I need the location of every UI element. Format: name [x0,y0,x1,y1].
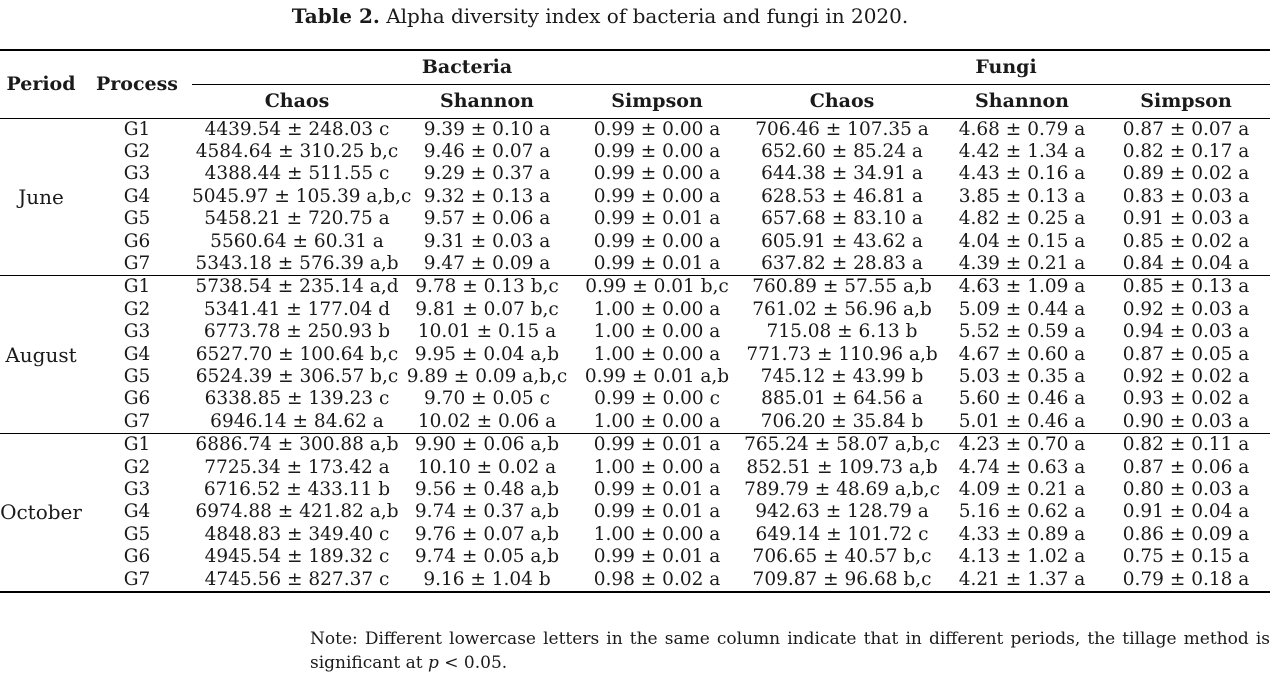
value-cell: 4.74 ± 0.63 a [958,456,1086,478]
value-cell: 10.01 ± 0.15 a [417,321,557,343]
value-cell: 789.79 ± 48.69 a,b,c [744,479,940,500]
table-row [0,524,1270,546]
value-cell: 628.53 ± 46.81 a [761,185,923,207]
value-cell: 9.74 ± 0.05 a,b [414,546,560,568]
value-cell: 715.08 ± 6.13 b [766,321,918,343]
value-cell: 0.91 ± 0.04 a [1122,501,1250,523]
note-threshold: < 0.05. [444,653,508,673]
value-cell: 5.03 ± 0.35 a [958,365,1086,387]
value-cell: 0.92 ± 0.03 a [1122,298,1250,320]
value-cell: 4.21 ± 1.37 a [942,569,1102,592]
value-cell: 4.39 ± 0.21 a [958,252,1086,274]
value-cell: 9.70 ± 0.05 c [424,388,550,410]
header-fungi: Fungi [742,50,1270,84]
header-period: Period [0,50,82,118]
value-cell: 605.91 ± 43.62 a [761,230,923,252]
value-cell: 709.87 ± 96.68 b,c [742,569,942,592]
process-cell: G2 [123,140,151,162]
process-cell: G1 [82,276,192,299]
value-cell: 0.87 ± 0.05 a [1122,343,1250,365]
value-cell: 4.68 ± 0.79 a [942,118,1102,141]
process-cell: G2 [123,456,151,478]
value-cell: 0.80 ± 0.03 a [1122,479,1250,500]
value-cell: 7725.34 ± 173.42 a [204,456,390,478]
table-row [0,366,1270,388]
process-cell: G4 [123,185,151,207]
value-cell: 852.51 ± 109.73 a,b [746,456,938,478]
value-cell: 0.90 ± 0.03 a [1122,410,1250,432]
value-cell: 5.52 ± 0.59 a [958,321,1086,343]
value-cell: 0.99 ± 0.01 a [572,434,742,457]
value-cell: 0.99 ± 0.00 a [593,230,721,252]
value-cell: 9.32 ± 0.13 a [423,185,551,207]
value-cell: 9.16 ± 1.04 b [402,569,572,592]
value-cell: 6338.85 ± 139.23 c [204,388,390,410]
table-row [0,299,1270,321]
process-cell: G5 [123,523,151,545]
table-row [0,569,1270,592]
table-row [0,546,1270,568]
value-cell: 0.86 ± 0.09 a [1122,523,1250,545]
value-cell: 4.04 ± 0.15 a [958,230,1086,252]
value-cell: 1.00 ± 0.00 a [593,298,721,320]
note-text: Note: Different lowercase letters in the same column indicate that in different periods, the tillage method is significant at [310,629,1270,673]
value-cell: 761.02 ± 56.96 a,b [752,298,932,320]
table-row [0,434,1270,457]
process-cell: G1 [82,118,192,141]
value-cell: 0.82 ± 0.17 a [1122,140,1250,162]
value-cell: 706.65 ± 40.57 b,c [752,546,932,568]
process-cell: G4 [123,343,151,365]
value-cell: 6527.70 ± 100.64 b,c [195,343,399,365]
value-cell: 9.57 ± 0.06 a [423,208,551,230]
header-fungi-simpson: Simpson [1140,90,1232,112]
value-cell: 5738.54 ± 235.14 a,d [192,276,402,299]
value-cell: 657.68 ± 83.10 a [761,208,923,230]
process-cell: G2 [123,298,151,320]
value-cell: 706.20 ± 35.84 b [760,410,924,432]
value-cell: 4439.54 ± 248.03 c [192,118,402,141]
value-cell: 4.82 ± 0.25 a [958,208,1086,230]
value-cell: 9.76 ± 0.07 a,b [414,523,560,545]
table-row [0,208,1270,230]
process-cell: G6 [123,546,151,568]
value-cell: 5560.64 ± 60.31 a [210,230,384,252]
value-cell: 0.85 ± 0.02 a [1122,230,1250,252]
header-bacteria-chaos: Chaos [264,90,330,112]
header-fungi-chaos: Chaos [809,90,875,112]
header-bacteria-shannon: Shannon [440,90,534,112]
header-bacteria-simpson: Simpson [611,90,703,112]
value-cell: 5.60 ± 0.46 a [958,388,1086,410]
process-cell: G5 [123,365,151,387]
value-cell: 0.83 ± 0.03 a [1122,185,1250,207]
value-cell: 0.99 ± 0.01 a [593,479,721,500]
value-cell: 0.85 ± 0.13 a [1102,276,1270,299]
process-cell: G3 [123,479,151,500]
value-cell: 3.85 ± 0.13 a [958,185,1086,207]
table-row [0,388,1270,410]
value-cell: 0.99 ± 0.01 a [593,501,721,523]
table-row [0,411,1270,434]
process-cell: G7 [123,410,151,432]
value-cell: 0.99 ± 0.01 a [593,208,721,230]
value-cell: 0.99 ± 0.00 a [593,185,721,207]
period-cell: October [0,434,82,592]
value-cell: 6886.74 ± 300.88 a,b [192,434,402,457]
value-cell: 4.33 ± 0.89 a [958,523,1086,545]
value-cell: 9.95 ± 0.04 a,b [414,343,560,365]
value-cell: 745.12 ± 43.99 b [760,365,924,387]
value-cell: 706.46 ± 107.35 a [742,118,942,141]
header-bacteria: Bacteria [192,50,742,84]
process-cell: G3 [123,163,151,185]
value-cell: 9.90 ± 0.06 a,b [402,434,572,457]
value-cell: 0.87 ± 0.06 a [1122,456,1250,478]
value-cell: 0.89 ± 0.02 a [1122,163,1250,185]
value-cell: 6716.52 ± 433.11 b [203,479,391,500]
table-row [0,163,1270,185]
process-cell: G5 [123,208,151,230]
value-cell: 1.00 ± 0.00 a [593,523,721,545]
process-cell: G3 [123,321,151,343]
process-cell: G6 [123,388,151,410]
value-cell: 644.38 ± 34.91 a [761,163,923,185]
value-cell: 4.42 ± 1.34 a [958,140,1086,162]
value-cell: 1.00 ± 0.00 a [593,456,721,478]
value-cell: 652.60 ± 85.24 a [761,140,923,162]
value-cell: 637.82 ± 28.83 a [761,252,923,274]
table-row [0,118,1270,141]
value-cell: 0.99 ± 0.01 b,c [572,276,742,299]
diversity-table [0,49,1270,593]
process-cell: G4 [123,501,151,523]
value-cell: 1.00 ± 0.00 a [593,321,721,343]
period-cell: June [0,118,82,276]
value-cell: 0.99 ± 0.00 c [594,388,720,410]
value-cell: 942.63 ± 128.79 a [755,501,929,523]
value-cell: 4.09 ± 0.21 a [958,479,1086,500]
value-cell: 9.74 ± 0.37 a,b [414,501,560,523]
value-cell: 9.39 ± 0.10 a [402,118,572,141]
process-cell: G6 [123,230,151,252]
value-cell: 0.84 ± 0.04 a [1122,252,1250,274]
table-row [0,457,1270,479]
value-cell: 9.47 ± 0.09 a [423,252,551,274]
value-cell: 6773.78 ± 250.93 b [203,321,391,343]
value-cell: 6974.88 ± 421.82 a,b [195,501,399,523]
note-p-symbol: p [427,653,439,673]
table-row [0,479,1270,501]
value-cell: 5341.41 ± 177.04 d [203,298,391,320]
value-cell: 0.94 ± 0.03 a [1122,321,1250,343]
period-cell: August [0,276,82,434]
value-cell: 0.82 ± 0.11 a [1102,434,1270,457]
table-label: Table 2. [291,4,380,28]
value-cell: 10.10 ± 0.02 a [417,456,557,478]
table-row [0,231,1270,253]
value-cell: 9.78 ± 0.13 b,c [402,276,572,299]
value-cell: 4848.83 ± 349.40 c [204,523,390,545]
value-cell: 9.46 ± 0.07 a [423,140,551,162]
value-cell: 4945.54 ± 189.32 c [204,546,390,568]
value-cell: 6524.39 ± 306.57 b,c [195,365,399,387]
value-cell: 885.01 ± 64.56 a [761,388,923,410]
value-cell: 0.79 ± 0.18 a [1102,569,1270,592]
value-cell: 4.43 ± 0.16 a [958,163,1086,185]
table-title: Alpha diversity index of bacteria and fungi in 2020. [386,4,909,28]
header-process: Process [82,50,192,118]
value-cell: 771.73 ± 110.96 a,b [746,343,938,365]
value-cell: 9.81 ± 0.07 b,c [415,298,559,320]
value-cell: 0.98 ± 0.02 a [572,569,742,592]
value-cell: 1.00 ± 0.00 a [593,410,721,432]
table-row [0,253,1270,276]
value-cell: 6946.14 ± 84.62 a [210,410,384,432]
value-cell: 4.63 ± 1.09 a [942,276,1102,299]
value-cell: 0.99 ± 0.00 a [593,163,721,185]
value-cell: 0.99 ± 0.00 a [572,118,742,141]
value-cell: 10.02 ± 0.06 a [417,410,557,432]
table-row [0,344,1270,366]
table-row [0,276,1270,299]
process-cell: G1 [82,434,192,457]
value-cell: 0.99 ± 0.01 a [593,546,721,568]
table-note [310,627,1270,675]
table-body [0,118,1270,592]
value-cell: 5.01 ± 0.46 a [958,410,1086,432]
value-cell: 5343.18 ± 576.39 a,b [195,252,399,274]
value-cell: 0.91 ± 0.03 a [1122,208,1250,230]
value-cell: 0.99 ± 0.01 a,b [584,365,730,387]
value-cell: 5458.21 ± 720.75 a [204,208,390,230]
value-cell: 1.00 ± 0.00 a [593,343,721,365]
value-cell: 0.93 ± 0.02 a [1122,388,1250,410]
value-cell: 9.89 ± 0.09 a,b,c [406,365,568,387]
table-row [0,321,1270,343]
value-cell: 4745.56 ± 827.37 c [192,569,402,592]
value-cell: 9.31 ± 0.03 a [423,230,551,252]
value-cell: 5.16 ± 0.62 a [958,501,1086,523]
value-cell: 760.89 ± 57.55 a,b [742,276,942,299]
value-cell: 0.87 ± 0.07 a [1102,118,1270,141]
value-cell: 4.67 ± 0.60 a [958,343,1086,365]
value-cell: 0.75 ± 0.15 a [1122,546,1250,568]
header-fungi-shannon: Shannon [975,90,1069,112]
value-cell: 4.23 ± 0.70 a [942,434,1102,457]
value-cell: 4388.44 ± 511.55 c [204,163,390,185]
value-cell: 0.92 ± 0.02 a [1122,365,1250,387]
value-cell: 0.99 ± 0.01 a [593,252,721,274]
process-cell: G7 [123,252,151,274]
table-row [0,501,1270,523]
table-row [0,141,1270,163]
value-cell: 649.14 ± 101.72 c [755,523,929,545]
value-cell: 765.24 ± 58.07 a,b,c [742,434,942,457]
value-cell: 5.09 ± 0.44 a [958,298,1086,320]
table-caption [0,2,1200,30]
value-cell: 9.29 ± 0.37 a [423,163,551,185]
value-cell: 5045.97 ± 105.39 a,b,c [192,185,412,207]
value-cell: 4584.64 ± 310.25 b,c [195,140,399,162]
table-row [0,186,1270,208]
process-cell: G7 [82,569,192,592]
value-cell: 9.56 ± 0.48 a,b [414,479,560,500]
value-cell: 4.13 ± 1.02 a [958,546,1086,568]
value-cell: 0.99 ± 0.00 a [593,140,721,162]
